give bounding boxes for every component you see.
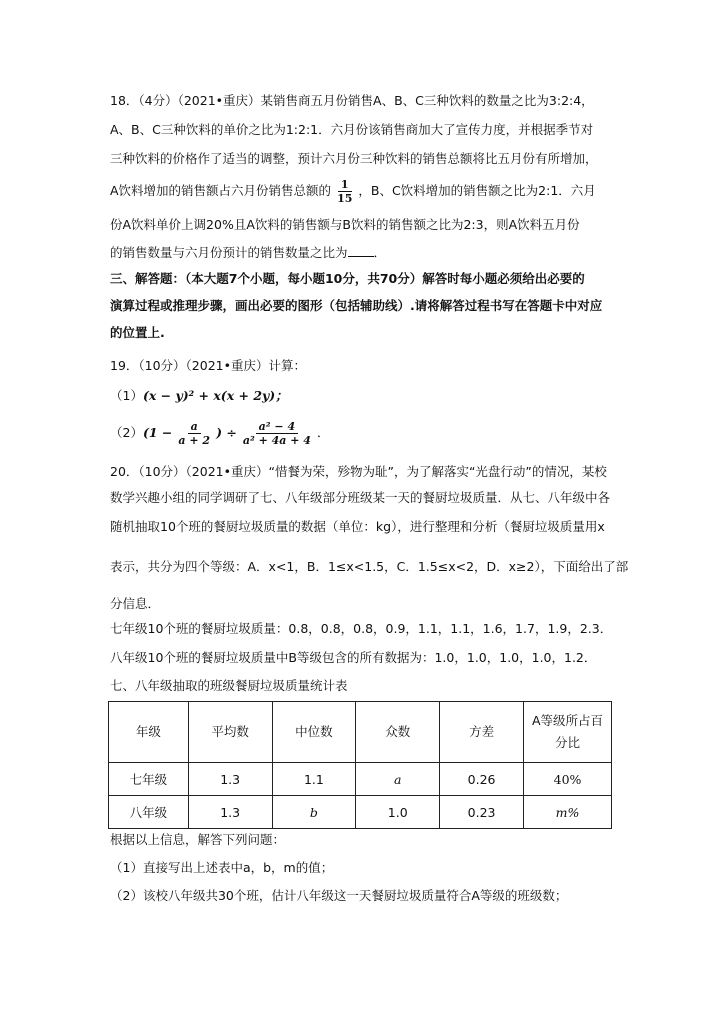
q20-after-3: （2）该校八年级共30个班，估计八年级这一天餐厨垃圾质量符合A等级的班级数； xyxy=(110,888,568,903)
q20-line-4: 表示，共分为四个等级：A．x<1，B．1≤x<1.5，C．1.5≤x<2，D．x≥2），下面给出了部 xyxy=(110,559,629,574)
q20-line-7: 八年级10个班的餐厨垃圾质量中B等级包含的所有数据为：1.0，1.0，1.0，1.0，1.2． xyxy=(110,650,597,665)
q19-part-2-label: （2） xyxy=(110,425,143,440)
q18-line-1: 18．（4分）（2021•重庆）某销售商五月份销售A、B、C三种饮料的数量之比为3:2:4， xyxy=(110,93,594,108)
q20-line-1: 20．（10分）（2021•重庆）“惜餐为荣，殄物为耻”，为了解落实“光盘行动”的情况，某校 xyxy=(110,464,607,479)
fraction-a-over-a-plus-2 xyxy=(175,420,213,447)
header-a-percent xyxy=(524,702,612,763)
q18-line-6 xyxy=(110,244,386,262)
q18-line-4b: ，B、C饮料增加的销售额之比为2:1．六月 xyxy=(358,183,596,198)
header-variance: 方差 xyxy=(440,702,524,763)
q18-line-6-text: 的销售数量与六月份预计的销售数量之比为 xyxy=(110,245,348,260)
q19-part-1 xyxy=(110,387,288,405)
fraction-numerator: a xyxy=(188,420,201,434)
cell-median: b xyxy=(272,796,356,829)
fraction-numerator: a² − 4 xyxy=(256,420,298,434)
q18-line-4 xyxy=(110,176,596,206)
q19-part-2-pre: (1 − xyxy=(142,425,173,440)
table-row xyxy=(109,796,612,829)
q19-part-1-expr: (x − y)² + x(x + 2y)； xyxy=(142,388,288,403)
cell-variance: 0.26 xyxy=(440,763,524,796)
q18-line-4a: A饮料增加的销售额占六月份销售总额的 xyxy=(110,183,332,198)
table-header-row xyxy=(109,702,612,763)
q19-title: 19．（10分）（2021•重庆）计算： xyxy=(110,358,306,373)
q18-line-3: 三种饮料的价格作了适当的调整，预计六月份三种饮料的销售总额将比五月份有所增加， xyxy=(110,151,598,166)
cell-a-percent: m% xyxy=(524,796,612,829)
q18-line-6-end: ． xyxy=(373,245,387,260)
q19-part-2-end: ． xyxy=(316,425,330,440)
answer-blank xyxy=(348,244,374,257)
header-mean: 平均数 xyxy=(188,702,272,763)
section3-line-3: 的位置上. xyxy=(110,325,165,340)
q19-part-2-mid: ) ÷ xyxy=(216,425,237,440)
fraction-denominator: 15 xyxy=(337,192,353,205)
cell-mode: 1.0 xyxy=(356,796,440,829)
cell-mean: 1.3 xyxy=(188,796,272,829)
cell-median: 1.1 xyxy=(272,763,356,796)
q18-line-5: 份A饮料单价上调20%且A饮料的销售额与B饮料的销售额之比为2:3，则A饮料五月份 xyxy=(110,217,580,232)
cell-mode: a xyxy=(356,763,440,796)
q19-part-2 xyxy=(110,416,329,450)
header-mode: 众数 xyxy=(356,702,440,763)
q20-line-3: 随机抽取10个班的餐厨垃圾质量的数据（单位：kg），进行整理和分析（餐厨垃圾质量用x xyxy=(110,519,605,534)
q20-line-2: 数学兴趣小组的同学调研了七、八年级部分班级某一天的餐厨垃圾质量．从七、八年级中各 xyxy=(110,490,611,505)
fraction-numerator: 1 xyxy=(338,178,352,192)
q18-line-2: A、B、C三种饮料的单价之比为1:2:1．六月份该销售商加大了宣传力度，并根据季节对 xyxy=(110,122,594,137)
cell-grade: 七年级 xyxy=(109,763,189,796)
header-grade: 年级 xyxy=(109,702,189,763)
header-a-percent-line-2: 分比 xyxy=(555,735,581,750)
fraction-1-15 xyxy=(334,178,355,205)
q19-part-1-label: （1） xyxy=(110,388,143,403)
cell-a-percent: 40% xyxy=(524,763,612,796)
table-row xyxy=(109,763,612,796)
section3-line-1: 三、解答题：（本大题7个小题，每小题10分，共70分）解答时每小题必须给出必要的 xyxy=(110,271,585,286)
header-median: 中位数 xyxy=(272,702,356,763)
cell-variance: 0.23 xyxy=(440,796,524,829)
table-title: 七、八年级抽取的班级餐厨垃圾质量统计表 xyxy=(110,678,348,693)
q20-line-5: 分信息． xyxy=(110,596,161,611)
cell-mean: 1.3 xyxy=(188,763,272,796)
cell-grade: 八年级 xyxy=(109,796,189,829)
fraction-denominator: a² + 4a + 4 xyxy=(242,434,311,447)
q20-after-2: （1）直接写出上述表中a，b，m的值； xyxy=(110,860,334,875)
header-a-percent-line-1: A等级所占百 xyxy=(532,713,604,728)
stats-table xyxy=(108,701,612,829)
section3-line-2: 演算过程或推理步骤，画出必要的图形（包括辅助线）.请将解答过程书写在答题卡中对应 xyxy=(110,298,603,313)
q20-after-1: 根据以上信息，解答下列问题： xyxy=(110,832,286,847)
q20-line-6: 七年级10个班的餐厨垃圾质量：0.8，0.8，0.8，0.9，1.1，1.1，1.6，1.7，1.9，2.3． xyxy=(110,621,613,636)
fraction-denominator: a + 2 xyxy=(178,434,211,447)
fraction-quadratic xyxy=(240,420,314,447)
